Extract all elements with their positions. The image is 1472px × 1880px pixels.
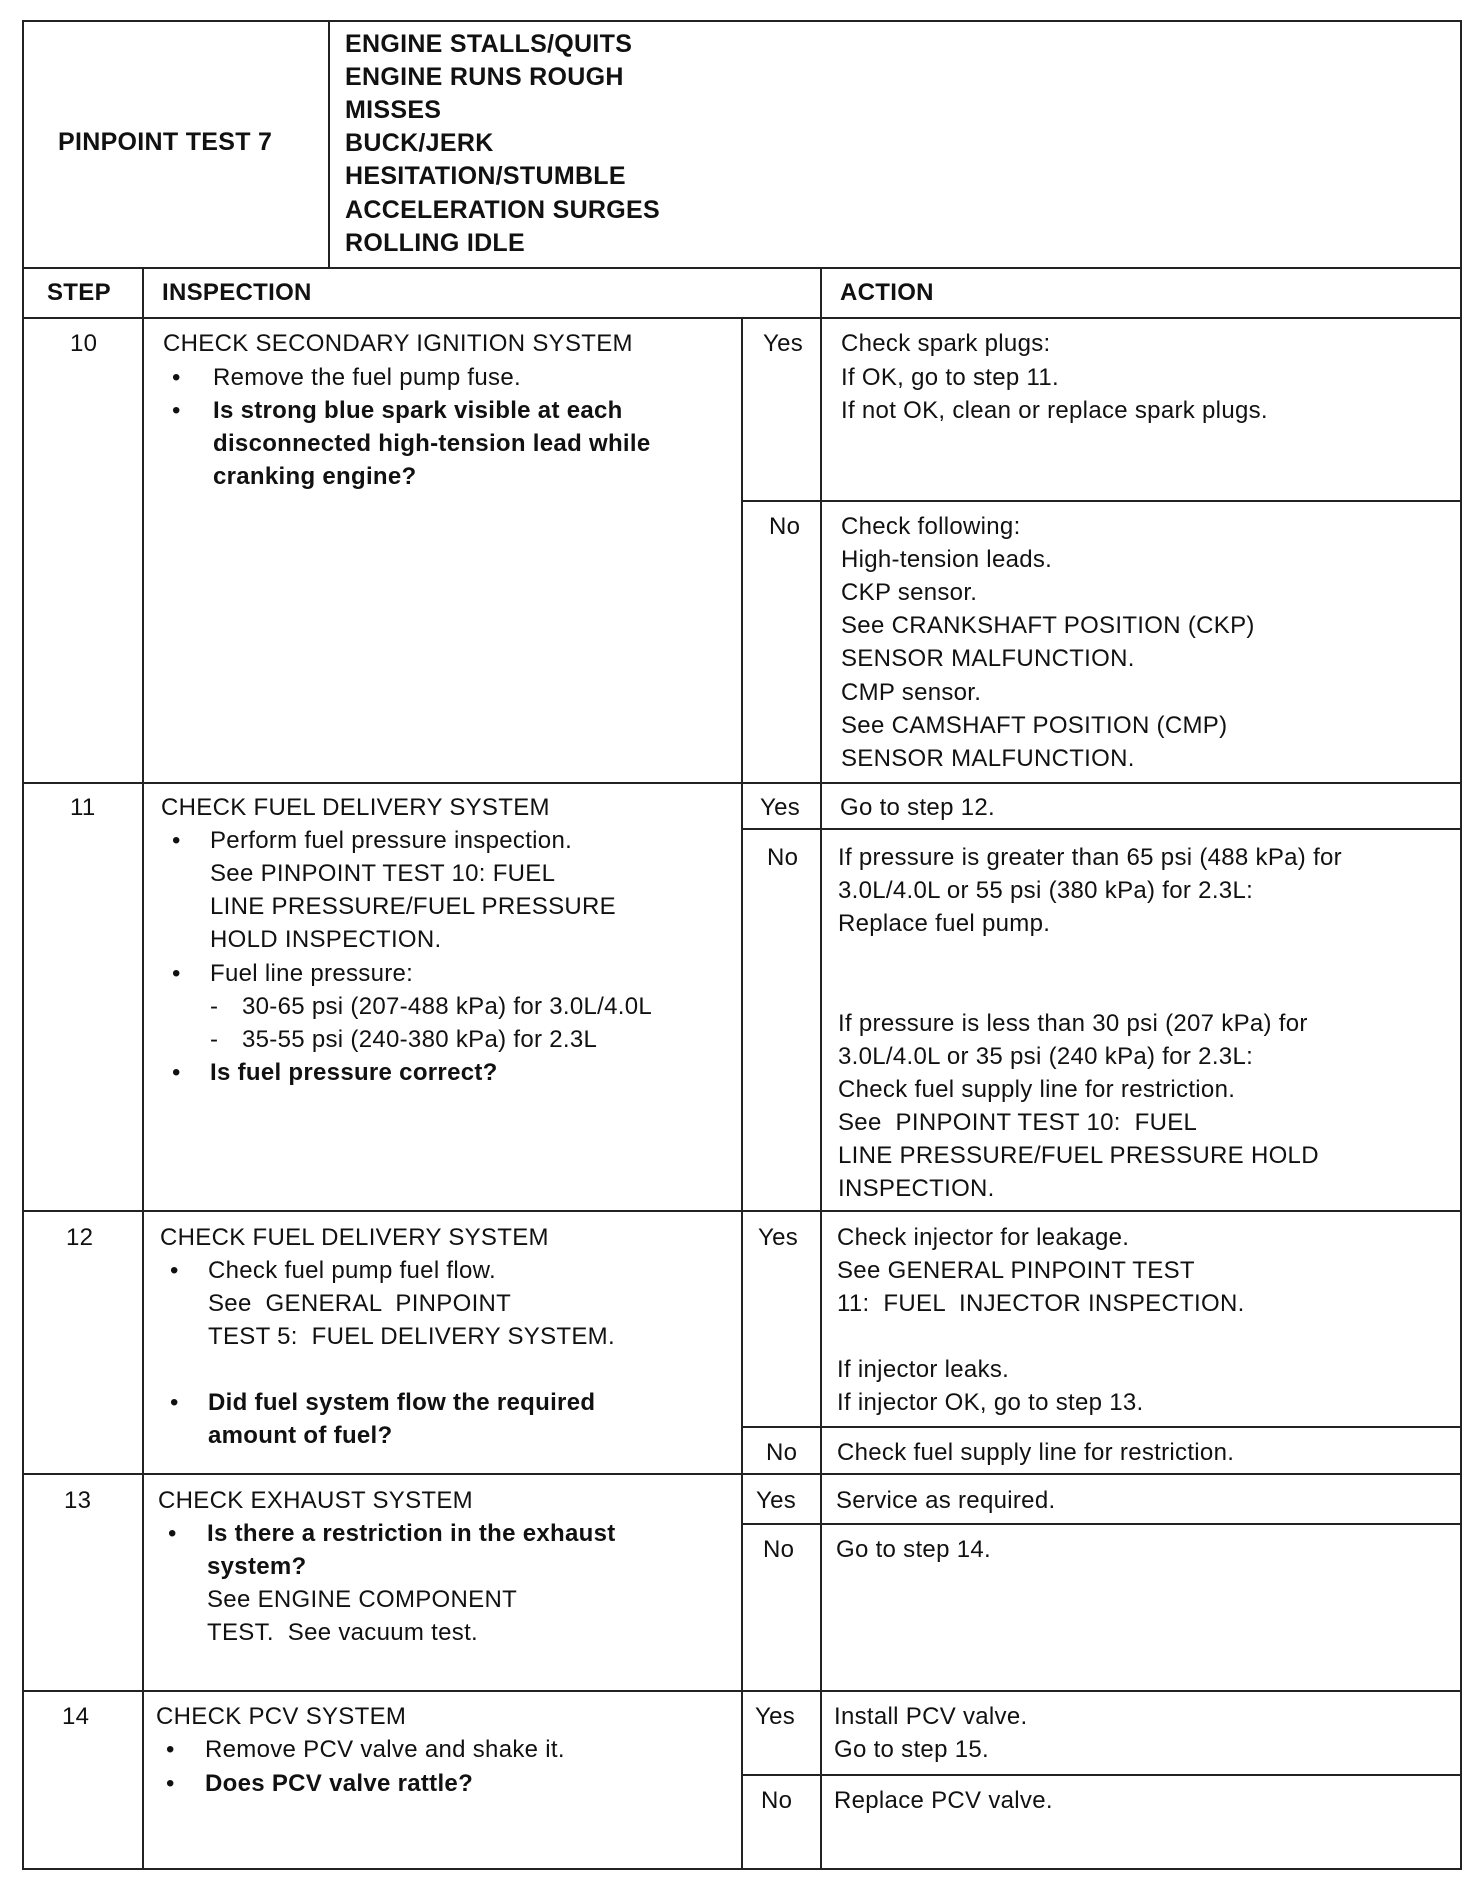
action-line: Replace PCV valve.: [834, 1787, 1053, 1814]
inspection-title: CHECK FUEL DELIVERY SYSTEM: [160, 1224, 549, 1251]
column-header-step: STEP: [47, 279, 111, 306]
step-number: 14: [62, 1703, 90, 1730]
inspection-question: Is fuel pressure correct?: [210, 1059, 498, 1086]
header-bottom-rule: [22, 267, 1462, 269]
dash-icon: -: [210, 993, 219, 1020]
yes-label: Yes: [755, 1703, 796, 1730]
bullet-icon: •: [170, 1257, 179, 1284]
action-line: 3.0L/4.0L or 55 psi (380 kPa) for 2.3L:: [838, 877, 1254, 904]
inspection-line: Check fuel pump fuel flow.: [208, 1257, 496, 1284]
action-line: Check fuel supply line for restriction.: [837, 1439, 1235, 1466]
action-line: 3.0L/4.0L or 35 psi (240 kPa) for 2.3L:: [838, 1043, 1254, 1070]
action-line: Go to step 12.: [840, 794, 995, 821]
inspection-line: TEST. See vacuum test.: [207, 1619, 479, 1646]
bullet-icon: •: [168, 1520, 177, 1547]
step-number: 13: [64, 1487, 92, 1514]
no-label: No: [761, 1787, 793, 1814]
test-title: PINPOINT TEST 7: [58, 128, 273, 156]
yes-no-rule-13: [741, 1523, 1462, 1525]
action-line: Go to step 15.: [834, 1736, 989, 1763]
inspection-title: CHECK FUEL DELIVERY SYSTEM: [161, 794, 550, 821]
no-label: No: [769, 513, 801, 540]
yes-label: Yes: [756, 1487, 797, 1514]
action-line: If injector leaks.: [837, 1356, 1010, 1383]
inspection-line: Remove the fuel pump fuse.: [213, 364, 521, 391]
inspection-line: Perform fuel pressure inspection.: [210, 827, 573, 854]
bullet-icon: •: [172, 827, 181, 854]
action-line: Install PCV valve.: [834, 1703, 1028, 1730]
action-line: Service as required.: [836, 1487, 1056, 1514]
action-line: Check following:: [841, 513, 1021, 540]
action-line: LINE PRESSURE/FUEL PRESSURE HOLD: [838, 1142, 1319, 1169]
action-line: If pressure is less than 30 psi (207 kPa) for: [838, 1010, 1308, 1037]
bullet-icon: •: [172, 397, 181, 424]
action-line: High-tension leads.: [841, 546, 1053, 573]
yes-label: Yes: [760, 794, 801, 821]
no-label: No: [766, 1439, 798, 1466]
symptom-1: ENGINE STALLS/QUITS: [345, 30, 633, 58]
action-line: Check spark plugs:: [841, 330, 1051, 357]
yes-no-rule-11: [741, 828, 1462, 830]
no-label: No: [763, 1536, 795, 1563]
inspection-line: See ENGINE COMPONENT: [207, 1586, 518, 1613]
action-line: See CRANKSHAFT POSITION (CKP): [841, 612, 1255, 639]
bullet-icon: •: [172, 1059, 181, 1086]
row-rule-13: [22, 1473, 1462, 1475]
inspection-line: 35-55 psi (240-380 kPa) for 2.3L: [242, 1026, 598, 1053]
row-rule-11: [22, 782, 1462, 784]
symptom-6: ACCELERATION SURGES: [345, 196, 660, 224]
action-line: If not OK, clean or replace spark plugs.: [841, 397, 1268, 424]
header-divider: [328, 20, 330, 268]
yes-no-rule-12: [741, 1426, 1462, 1428]
step-number: 11: [70, 794, 96, 821]
action-line: CMP sensor.: [841, 679, 982, 706]
inspection-line: HOLD INSPECTION.: [210, 926, 442, 953]
action-line: Check injector for leakage.: [837, 1224, 1130, 1251]
inspection-line: See PINPOINT TEST 10: FUEL: [210, 860, 556, 887]
row-rule-12: [22, 1210, 1462, 1212]
bullet-icon: •: [172, 960, 181, 987]
action-column-divider: [820, 267, 822, 1870]
yes-label: Yes: [763, 330, 804, 357]
no-label: No: [767, 844, 799, 871]
action-line: Replace fuel pump.: [838, 910, 1051, 937]
inspection-question: Does PCV valve rattle?: [205, 1770, 474, 1797]
inspection-line: Remove PCV valve and shake it.: [205, 1736, 565, 1763]
inspection-line: See GENERAL PINPOINT: [208, 1290, 512, 1317]
yes-no-rule-14: [741, 1774, 1462, 1776]
symptom-4: BUCK/JERK: [345, 129, 494, 157]
symptom-5: HESITATION/STUMBLE: [345, 162, 626, 190]
action-line: If pressure is greater than 65 psi (488 kPa) for: [838, 844, 1342, 871]
symptom-2: ENGINE RUNS ROUGH: [345, 63, 624, 91]
action-line: 11: FUEL INJECTOR INSPECTION.: [837, 1290, 1245, 1317]
action-line: SENSOR MALFUNCTION.: [841, 745, 1135, 772]
symptom-3: MISSES: [345, 96, 442, 124]
step-number: 10: [70, 330, 98, 357]
inspection-column-divider: [741, 317, 743, 1870]
inspection-question: Did fuel system flow the required: [208, 1389, 596, 1416]
action-line: See GENERAL PINPOINT TEST: [837, 1257, 1195, 1284]
yes-label: Yes: [758, 1224, 799, 1251]
action-line: Check fuel supply line for restriction.: [838, 1076, 1236, 1103]
inspection-title: CHECK SECONDARY IGNITION SYSTEM: [163, 330, 633, 357]
yes-no-rule-10: [741, 500, 1462, 502]
inspection-title: CHECK EXHAUST SYSTEM: [158, 1487, 473, 1514]
inspection-line: TEST 5: FUEL DELIVERY SYSTEM.: [208, 1323, 615, 1350]
symptom-7: ROLLING IDLE: [345, 229, 525, 257]
action-line: INSPECTION.: [838, 1175, 995, 1202]
action-line: SENSOR MALFUNCTION.: [841, 645, 1135, 672]
inspection-question: amount of fuel?: [208, 1422, 393, 1449]
inspection-question: disconnected high-tension lead while: [213, 430, 651, 457]
action-line: See PINPOINT TEST 10: FUEL: [838, 1109, 1198, 1136]
action-line: See CAMSHAFT POSITION (CMP): [841, 712, 1228, 739]
action-line: Go to step 14.: [836, 1536, 991, 1563]
bullet-icon: •: [170, 1389, 179, 1416]
inspection-line: LINE PRESSURE/FUEL PRESSURE: [210, 893, 616, 920]
action-line: If injector OK, go to step 13.: [837, 1389, 1144, 1416]
inspection-question: Is strong blue spark visible at each: [213, 397, 623, 424]
bullet-icon: •: [166, 1770, 175, 1797]
bullet-icon: •: [166, 1736, 175, 1763]
row-rule-14: [22, 1690, 1462, 1692]
bullet-icon: •: [172, 364, 181, 391]
inspection-question: cranking engine?: [213, 463, 417, 490]
action-line: If OK, go to step 11.: [841, 364, 1059, 391]
action-line: CKP sensor.: [841, 579, 978, 606]
dash-icon: -: [210, 1026, 219, 1053]
inspection-line: Fuel line pressure:: [210, 960, 414, 987]
column-header-action: ACTION: [840, 279, 934, 306]
step-number: 12: [66, 1224, 94, 1251]
column-header-inspection: INSPECTION: [162, 279, 312, 306]
inspection-title: CHECK PCV SYSTEM: [156, 1703, 407, 1730]
inspection-question: system?: [207, 1553, 307, 1580]
step-column-divider: [142, 267, 144, 1870]
inspection-question: Is there a restriction in the exhaust: [207, 1520, 616, 1547]
inspection-line: 30-65 psi (207-488 kPa) for 3.0L/4.0L: [242, 993, 653, 1020]
